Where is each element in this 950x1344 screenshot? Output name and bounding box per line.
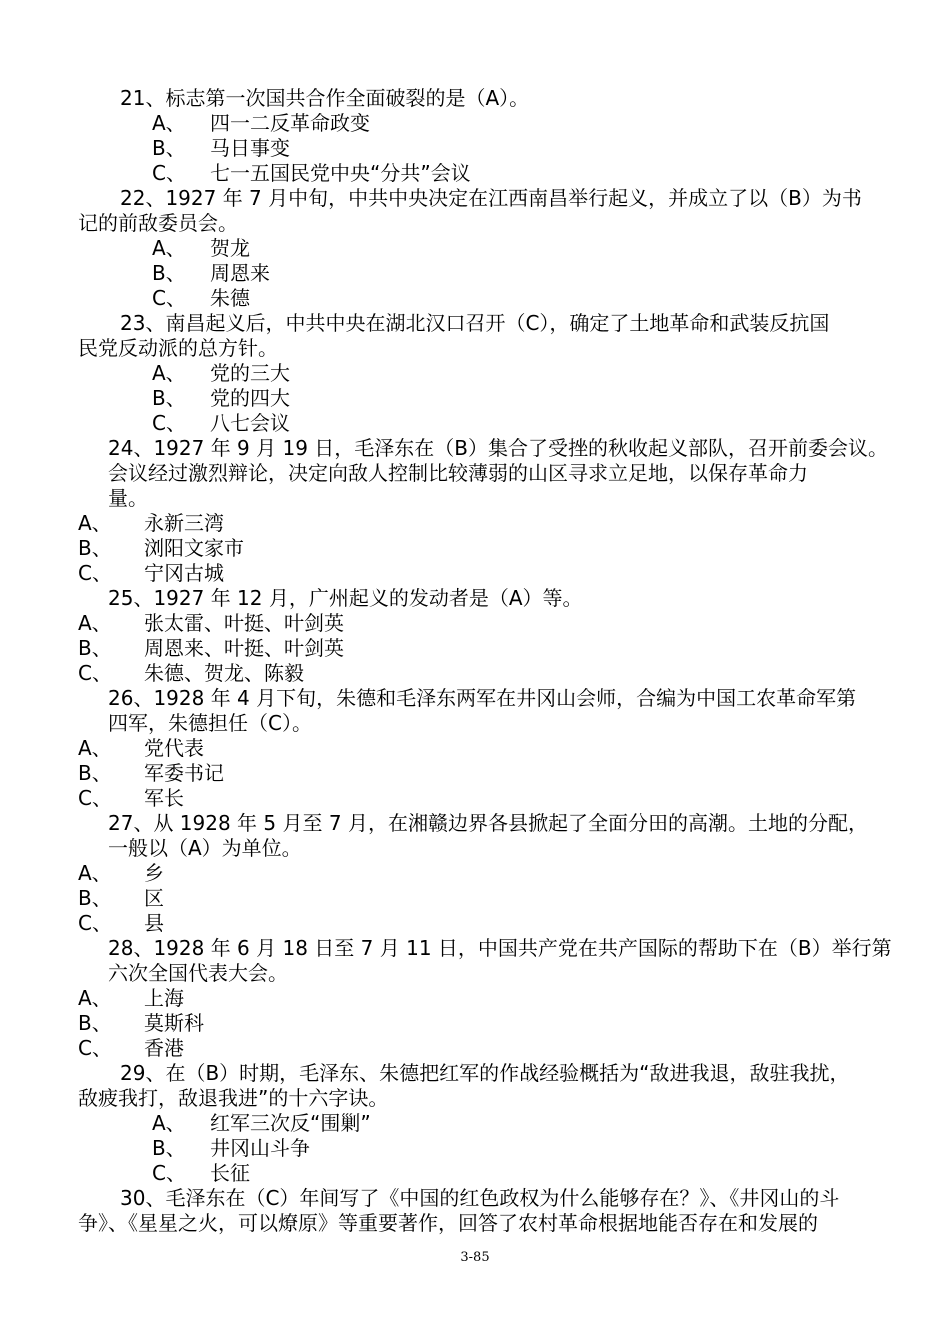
question-23-option-b: B、 党的四大	[152, 386, 290, 410]
question-23-continued: 民党反动派的总方针。	[78, 336, 278, 360]
question-29-continued: 敌疲我打，敌退我进”的十六字诀。	[78, 1086, 389, 1110]
question-28: 28、1928 年 6 月 18 日至 7 月 11 日，中国共产党在共产国际的帮助下在（B）举行第	[108, 936, 892, 960]
question-24-option-a: A、 永新三湾	[78, 511, 224, 535]
question-24-continued: 会议经过激烈辩论，决定向敌人控制比较薄弱的山区寻求立足地，以保存革命力	[108, 461, 808, 485]
question-23: 23、南昌起义后，中共中央在湖北汉口召开（C），确定了土地革命和武装反抗国	[120, 311, 830, 335]
question-29: 29、在（B）时期，毛泽东、朱德把红军的作战经验概括为“敌进我退，敌驻我扰，	[120, 1061, 850, 1085]
question-27: 27、从 1928 年 5 月至 7 月，在湘赣边界各县掀起了全面分田的高潮。土地的分配，	[108, 811, 868, 835]
question-25-option-c: C、 朱德、贺龙、陈毅	[78, 661, 304, 685]
question-24-option-b: B、 浏阳文家市	[78, 536, 244, 560]
question-26-continued: 四军，朱德担任（C）。	[108, 711, 312, 735]
question-24-option-c: C、 宁冈古城	[78, 561, 224, 585]
question-29-option-a: A、 红军三次反“围剿”	[152, 1111, 371, 1135]
question-22-continued: 记的前敌委员会。	[78, 211, 238, 235]
question-25: 25、1927 年 12 月，广州起义的发动者是（A）等。	[108, 586, 583, 610]
question-27-option-b: B、 区	[78, 886, 164, 910]
question-26-option-b: B、 军委书记	[78, 761, 224, 785]
question-27-option-a: A、 乡	[78, 861, 164, 885]
question-28-option-c: C、 香港	[78, 1036, 184, 1060]
question-22: 22、1927 年 7 月中旬，中共中央决定在江西南昌举行起义，并成立了以（B）为书	[120, 186, 862, 210]
question-28-continued: 六次全国代表大会。	[108, 961, 288, 985]
question-26: 26、1928 年 4 月下旬，朱德和毛泽东两军在井冈山会师，合编为中国工农革命军第	[108, 686, 857, 710]
question-21: 21、标志第一次国共合作全面破裂的是（A）。	[120, 86, 530, 110]
question-26-option-a: A、 党代表	[78, 736, 204, 760]
question-28-option-a: A、 上海	[78, 986, 184, 1010]
question-21-option-c: C、 七一五国民党中央“分共”会议	[152, 161, 471, 185]
question-25-option-a: A、 张太雷、叶挺、叶剑英	[78, 611, 344, 635]
question-27-option-c: C、 县	[78, 911, 164, 935]
question-30: 30、毛泽东在（C）年间写了《中国的红色政权为什么能够存在？》、《井冈山的斗	[120, 1186, 840, 1210]
page-number: 3-85	[460, 1250, 490, 1265]
question-29-option-b: B、 井冈山斗争	[152, 1136, 310, 1160]
question-26-option-c: C、 军长	[78, 786, 184, 810]
question-23-option-c: C、 八七会议	[152, 411, 290, 435]
question-22-option-b: B、 周恩来	[152, 261, 270, 285]
question-22-option-a: A、 贺龙	[152, 236, 250, 260]
question-21-option-b: B、 马日事变	[152, 136, 290, 160]
question-27-continued: 一般以（A）为单位。	[108, 836, 302, 860]
question-23-option-a: A、 党的三大	[152, 361, 290, 385]
question-30-continued: 争》、《星星之火，可以燎原》等重要著作，回答了农村革命根据地能否存在和发展的	[78, 1211, 818, 1235]
question-24-continued-2: 量。	[108, 486, 148, 510]
question-28-option-b: B、 莫斯科	[78, 1011, 204, 1035]
question-21-option-a: A、 四一二反革命政变	[152, 111, 370, 135]
question-29-option-c: C、 长征	[152, 1161, 250, 1185]
question-22-option-c: C、 朱德	[152, 286, 250, 310]
question-25-option-b: B、 周恩来、叶挺、叶剑英	[78, 636, 344, 660]
question-24: 24、1927 年 9 月 19 日，毛泽东在（B）集合了受挫的秋收起义部队，召开前委会议。	[108, 436, 889, 460]
